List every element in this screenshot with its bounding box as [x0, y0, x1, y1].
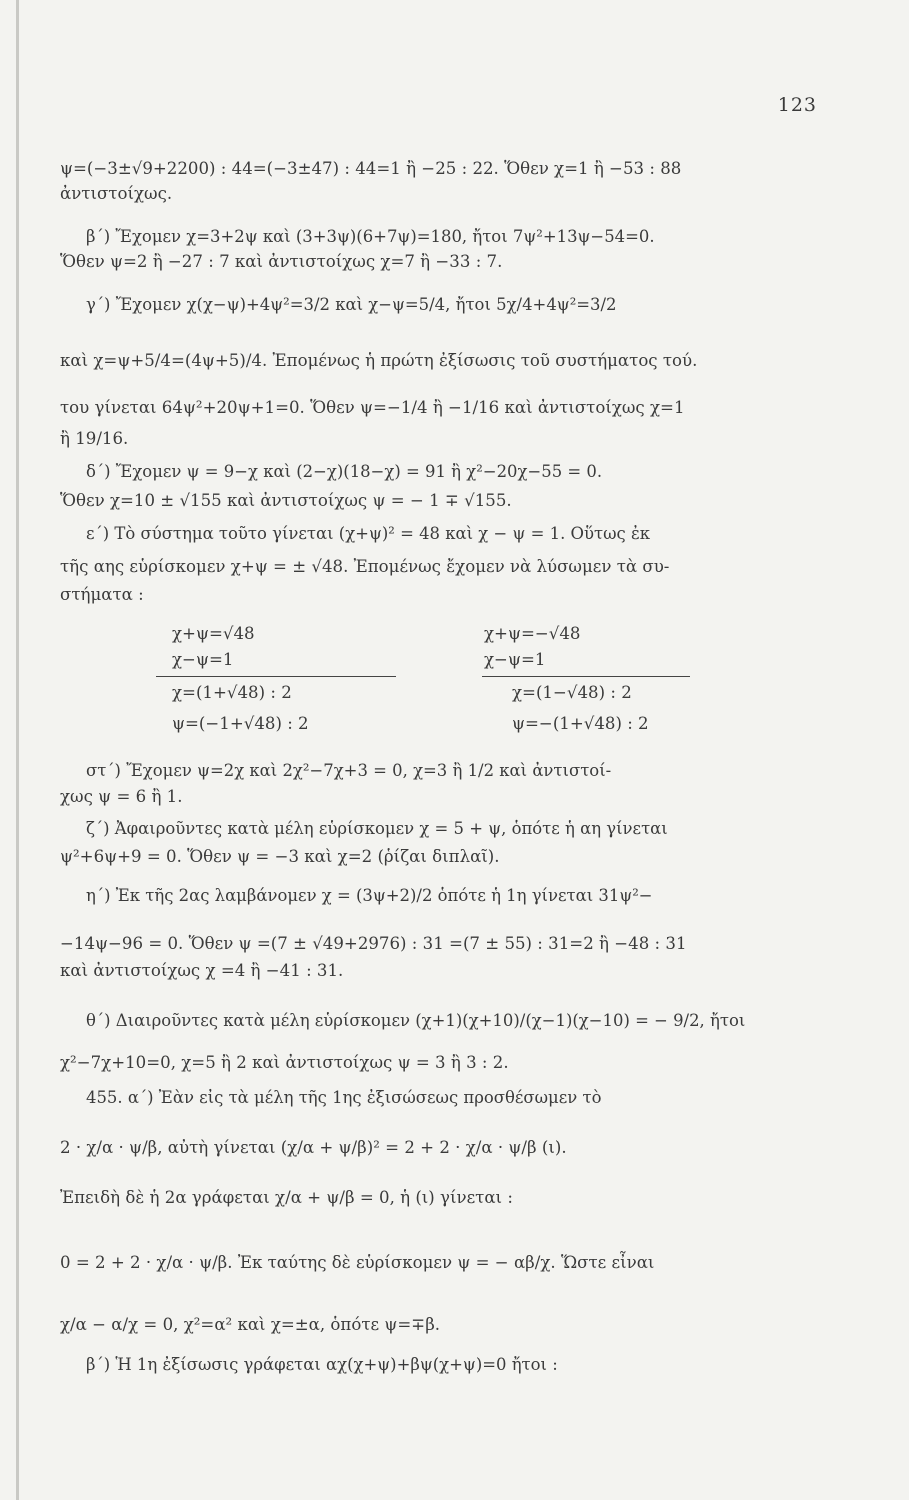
- text-line: η΄) Ἐκ τῆς 2ας λαμβάνομεν χ = (3ψ+2)/2 ὁπότε ἡ 1η γίνεται 31ψ²−: [86, 886, 653, 905]
- text-line: ἢ 19/16.: [60, 429, 129, 448]
- text-line: χως ψ = 6 ἢ 1.: [60, 787, 183, 806]
- text-line: β΄) Ἡ 1η ἐξίσωσις γράφεται αχ(χ+ψ)+βψ(χ+ψ)=0 ἤτοι :: [86, 1355, 558, 1374]
- system-right-sol1: χ=(1−√48) : 2: [512, 683, 632, 702]
- page-number: 123: [777, 94, 817, 116]
- system-right-sol2: ψ=−(1+√48) : 2: [512, 714, 649, 733]
- text-line: του γίνεται 64ψ²+20ψ+1=0. Ὅθεν ψ=−1/4 ἢ −1/16 καὶ ἀντιστοίχως χ=1: [60, 398, 685, 417]
- text-line: χ²−7χ+10=0, χ=5 ἢ 2 καὶ ἀντιστοίχως ψ = 3 ἢ 3 : 2.: [60, 1053, 509, 1072]
- text-line: δ΄) Ἔχομεν ψ = 9−χ καὶ (2−χ)(18−χ) = 91 ἢ χ²−20χ−55 = 0.: [86, 462, 603, 481]
- text-line: ψ=(−3±√9+2200) : 44=(−3±47) : 44=1 ἢ −25 : 22. Ὅθεν χ=1 ἢ −53 : 88: [60, 159, 682, 178]
- text-line: Ἐπειδὴ δὲ ἡ 2α γράφεται χ/α + ψ/β = 0, ἡ (ι) γίνεται :: [60, 1188, 513, 1207]
- system-left-sol2: ψ=(−1+√48) : 2: [172, 714, 309, 733]
- text-line: β΄) Ἔχομεν χ=3+2ψ καὶ (3+3ψ)(6+7ψ)=180, ἤτοι 7ψ²+13ψ−54=0.: [86, 227, 655, 246]
- text-line: ἀντιστοίχως.: [60, 184, 173, 203]
- text-line: ζ΄) Ἀφαιροῦντες κατὰ μέλη εὑρίσκομεν χ = 5 + ψ, ὁπότε ἡ αη γίνεται: [86, 819, 668, 838]
- text-line: ψ²+6ψ+9 = 0. Ὅθεν ψ = −3 καὶ χ=2 (ῥίζαι διπλαῖ).: [60, 847, 500, 866]
- text-line: στ΄) Ἔχομεν ψ=2χ καὶ 2χ²−7χ+3 = 0, χ=3 ἢ 1/2 καὶ ἀντιστοί-: [86, 761, 612, 780]
- text-line: καὶ ἀντιστοίχως χ =4 ἢ −41 : 31.: [60, 961, 344, 980]
- system-left-sol1: χ=(1+√48) : 2: [172, 683, 292, 702]
- system-left-eq2: χ−ψ=1: [172, 650, 234, 669]
- system-left-rule: [156, 676, 396, 677]
- text-line: τῆς αης εὑρίσκομεν χ+ψ = ± √48. Ἐπομένως ἔχομεν νὰ λύσωμεν τὰ συ-: [60, 557, 670, 576]
- page-edge: [16, 0, 19, 1500]
- exercise-455-line: 455. α΄) Ἐὰν εἰς τὰ μέλη τῆς 1ης ἐξισώσεως προσθέσωμεν τὸ: [86, 1088, 602, 1107]
- text-line: Ὅθεν ψ=2 ἢ −27 : 7 καὶ ἀντιστοίχως χ=7 ἢ −33 : 7.: [60, 252, 503, 271]
- text-line: θ΄) Διαιροῦντες κατὰ μέλη εὑρίσκομεν (χ+1)(χ+10)/(χ−1)(χ−10) = − 9/2, ἤτοι: [86, 1011, 746, 1030]
- text-line: 2 · χ/α · ψ/β, αὐτὴ γίνεται (χ/α + ψ/β)² = 2 + 2 · χ/α · ψ/β (ι).: [60, 1138, 567, 1157]
- text-line: στήματα :: [60, 585, 144, 604]
- system-right-rule: [482, 676, 690, 677]
- text-line: −14ψ−96 = 0. Ὅθεν ψ =(7 ± √49+2976) : 31 =(7 ± 55) : 31=2 ἢ −48 : 31: [60, 934, 687, 953]
- system-right-eq2: χ−ψ=1: [484, 650, 546, 669]
- text-line: ε΄) Τὸ σύστημα τοῦτο γίνεται (χ+ψ)² = 48 καὶ χ − ψ = 1. Οὕτως ἐκ: [86, 524, 651, 543]
- text-line: καὶ χ=ψ+5/4=(4ψ+5)/4. Ἐπομένως ἡ πρώτη ἐξίσωσις τοῦ συστήματος τού.: [60, 351, 698, 370]
- system-left-eq1: χ+ψ=√48: [172, 624, 255, 643]
- text-line: χ/α − α/χ = 0, χ²=α² καὶ χ=±α, ὁπότε ψ=∓β.: [60, 1315, 441, 1334]
- text-line: γ΄) Ἔχομεν χ(χ−ψ)+4ψ²=3/2 καὶ χ−ψ=5/4, ἤτοι 5χ/4+4ψ²=3/2: [86, 295, 617, 314]
- text-line: Ὅθεν χ=10 ± √155 καὶ ἀντιστοίχως ψ = − 1 ∓ √155.: [60, 491, 512, 510]
- text-line: 0 = 2 + 2 · χ/α · ψ/β. Ἐκ ταύτης δὲ εὑρίσκομεν ψ = − αβ/χ. Ὥστε εἶναι: [60, 1253, 655, 1272]
- system-right-eq1: χ+ψ=−√48: [484, 624, 581, 643]
